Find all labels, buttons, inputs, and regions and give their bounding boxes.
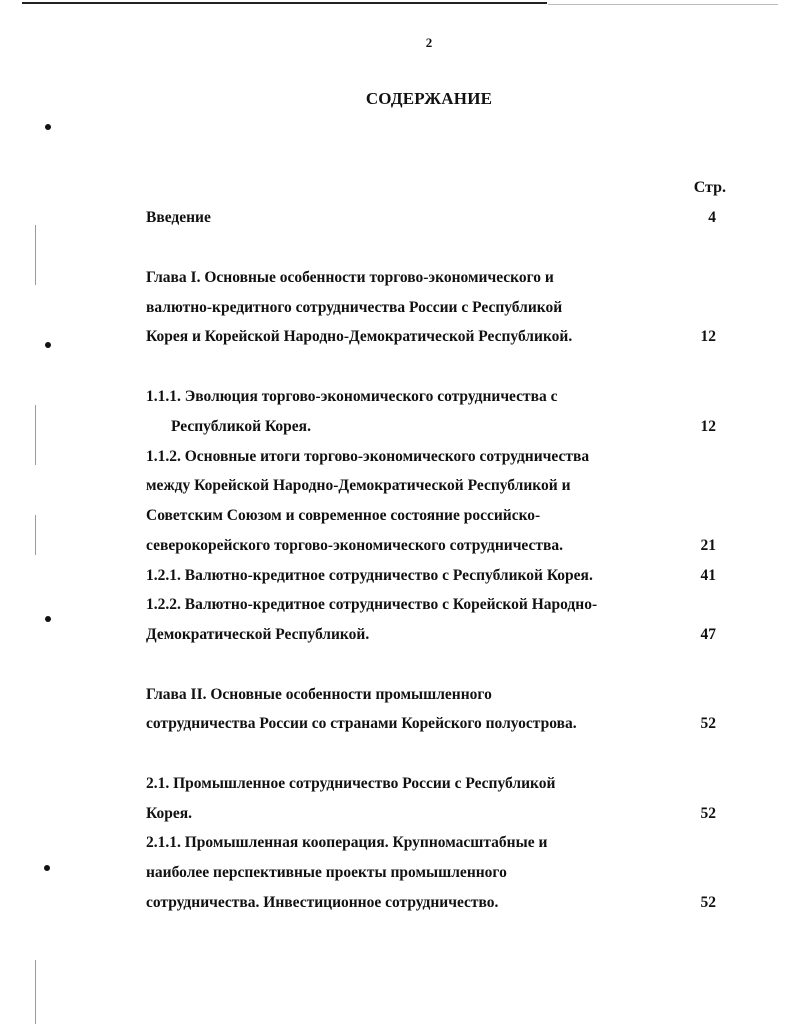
page-title: СОДЕРЖАНИЕ (365, 89, 493, 108)
toc-entry-line: сотрудничества России со странами Корейского полуострова. (146, 715, 577, 732)
toc-entry-line: 1.2.1. Валютно-кредитное сотрудничество с Республикой Корея. (146, 567, 593, 584)
binding-hole-mark (45, 616, 51, 622)
toc-page-number: 12 (700, 328, 716, 345)
toc-page-number: 12 (700, 418, 716, 435)
toc-page-number: 4 (708, 209, 716, 226)
toc-entry-line: 1.2.2. Валютно-кредитное сотрудничество с Корейской Народно- (146, 596, 598, 613)
toc-entry-line: Демократической Республикой. (146, 626, 370, 643)
toc-page-number: 52 (700, 715, 716, 732)
toc-entry-line: валютно-кредитного сотрудничества России с Республикой (146, 299, 563, 316)
toc-page-number: 52 (700, 894, 716, 911)
toc-entry-line: Республикой Корея. (171, 418, 311, 435)
scan-top-border (22, 2, 547, 4)
scan-edge-mark (35, 225, 36, 285)
toc-page-number: 21 (700, 537, 716, 554)
toc-entry-line: Глава II. Основные особенности промышленного (146, 686, 492, 703)
binding-hole-mark (45, 342, 51, 348)
page-number: 2 (425, 35, 433, 50)
toc-entry-line: 1.1.1. Эволюция торгово-экономического сотрудничества с (146, 388, 558, 405)
toc-page-number: 41 (700, 567, 716, 584)
toc-entry-line: наиболее перспективные проекты промышленного (146, 864, 507, 881)
binding-hole-mark (45, 124, 51, 130)
scan-edge-mark (35, 515, 36, 555)
toc-entry-line: Советским Союзом и современное состояние российско- (146, 507, 541, 524)
toc-entry-line: сотрудничества. Инвестиционное сотрудничество. (146, 894, 499, 911)
toc-entry-line: Глава I. Основные особенности торгово-экономического и (146, 269, 554, 286)
scan-top-border-faint (548, 4, 778, 5)
toc-page-number: 52 (700, 805, 716, 822)
toc-entry-line: 2.1.1. Промышленная кооперация. Крупномасштабные и (146, 834, 548, 851)
toc-entry-line: Корея. (146, 805, 192, 822)
toc-page-number: 47 (700, 626, 716, 643)
binding-hole-mark (44, 865, 50, 871)
page-column-header: Стр. (693, 179, 726, 196)
scan-edge-mark (35, 960, 36, 1024)
toc-entry-line: Корея и Корейской Народно-Демократической Республикой. (146, 328, 573, 345)
toc-entry-line: северокорейского торгово-экономического сотрудничества. (146, 537, 563, 554)
toc-entry-line: 1.1.2. Основные итоги торгово-экономического сотрудничества (146, 448, 590, 465)
scan-edge-mark (35, 405, 36, 465)
toc-entry-line: Введение (146, 209, 211, 226)
toc-entry-line: между Корейской Народно-Демократической Республикой и (146, 477, 571, 494)
toc-entry-line: 2.1. Промышленное сотрудничество России с Республикой (146, 775, 556, 792)
